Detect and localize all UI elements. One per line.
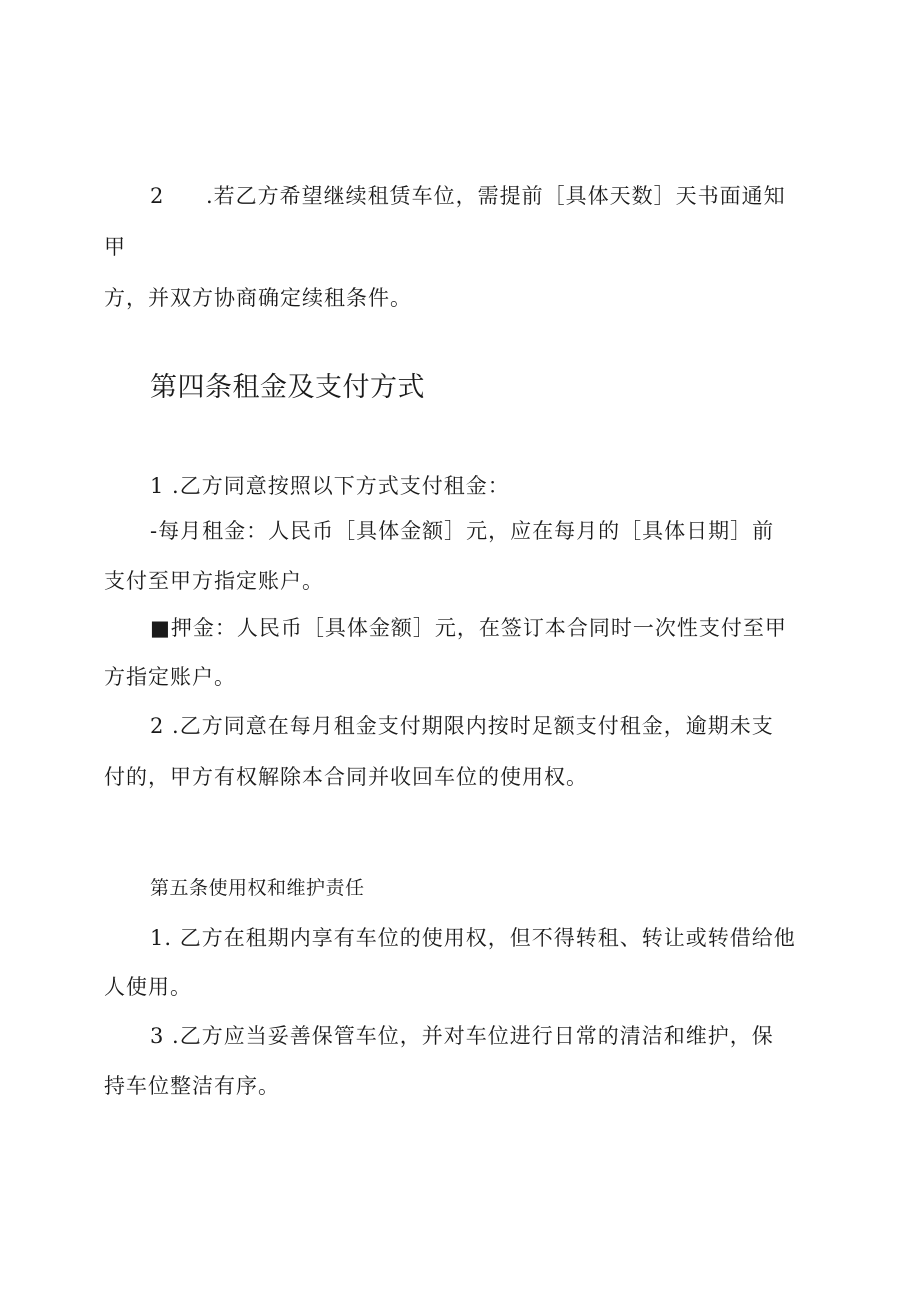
section-5-heading: 第五条使用权和维护责任: [150, 877, 365, 899]
clause-number: 2: [150, 184, 165, 208]
clause-4-1-bullet-2-line-1: ■押金：人民币［具体金额］元，在签订本合同时一次性支付至甲: [150, 616, 787, 640]
clause-5-3-line-1: 3 .乙方应当妥善保管车位，并对车位进行日常的清洁和维护，保: [150, 1024, 774, 1048]
clause-4-1-line-1: 1 .乙方同意按照以下方式支付租金：: [150, 474, 510, 498]
clause-4-2-line-2: 付的，甲方有权解除本合同并收回车位的使用权。: [104, 765, 588, 789]
clause-3-2-line-1: [150, 181, 786, 211]
clause-text: .若乙方希望继续租赁车位，需提前［具体天数］天书面通知: [206, 184, 786, 208]
clause-4-2-line-1: 2 .乙方同意在每月租金支付期限内按时足额支付租金，逾期未支: [150, 714, 774, 738]
section-4-heading: 第四条租金及支付方式: [150, 372, 425, 403]
clause-5-3-line-2: 持车位整洁有序。: [104, 1074, 280, 1098]
clause-5-1-line-2: 人使用。: [104, 975, 192, 999]
clause-4-1-bullet-1-line-1: -每月租金：人民币［具体金额］元，应在每月的［具体日期］前: [150, 519, 775, 543]
clause-3-2-line-3: 方，并双方协商确定续租条件。: [104, 286, 412, 310]
clause-5-1-line-1: 1. 乙方在租期内享有车位的使用权，但不得转租、转让或转借给他: [150, 926, 796, 950]
clause-4-1-bullet-1-line-2: 支付至甲方指定账户。: [104, 569, 324, 593]
clause-3-2-line-2: 甲: [104, 235, 126, 259]
clause-4-1-bullet-2-line-2: 方指定账户。: [104, 665, 236, 689]
